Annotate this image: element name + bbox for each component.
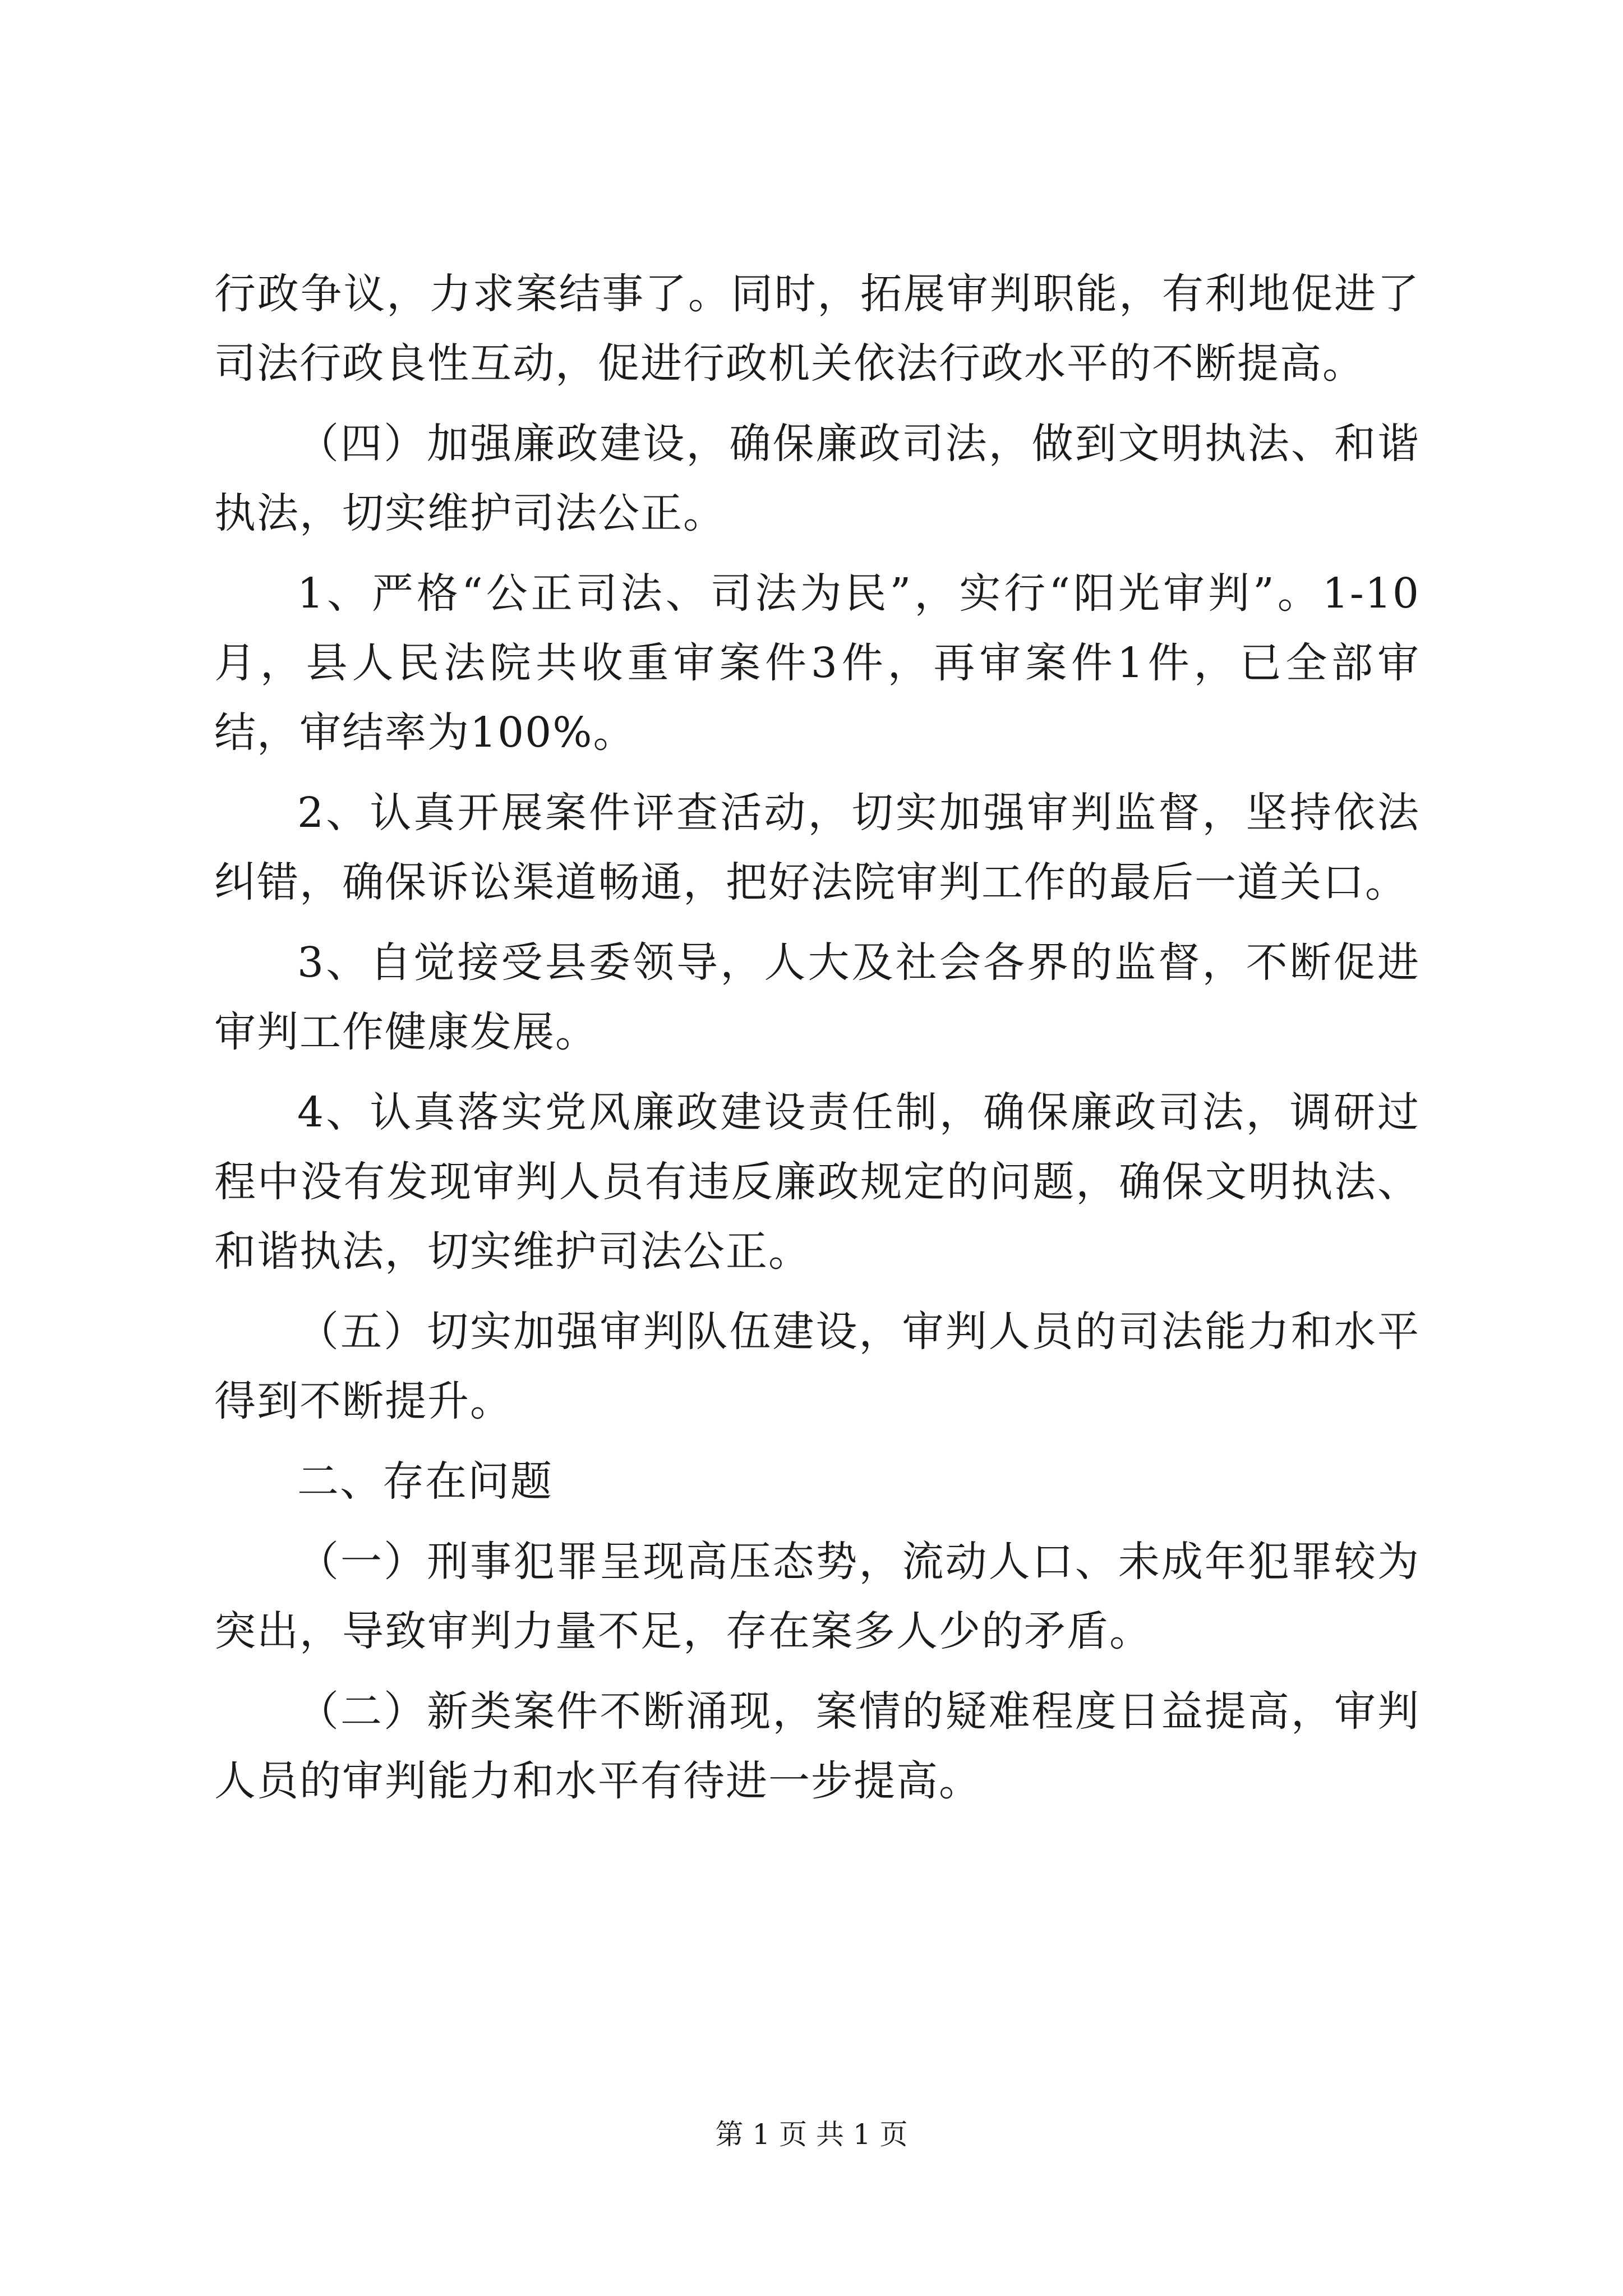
paragraph-item-3: 3、自觉接受县委领导，人大及社会各界的监督，不断促进审判工作健康发展。 (214, 938, 1420, 1056)
paragraph-section-four-heading: （四）加强廉政建设，确保廉政司法，做到文明执法、和谐执法，切实维护司法公正。 (214, 420, 1420, 537)
paragraph-section-five-heading: （五）切实加强审判队伍建设，审判人员的司法能力和水平得到不断提升。 (214, 1308, 1420, 1425)
paragraph-item-1: 1、严格“公正司法、司法为民”，实行“阳光审判”。1-10月，县人民法院共收重审案件3件，再审案件1件，已全部审结，审结率为100%。 (214, 569, 1420, 757)
document-body (214, 259, 1420, 1816)
paragraph-problem-2: （二）新类案件不断涌现，案情的疑难程度日益提高，审判人员的审判能力和水平有待进一步提高。 (214, 1687, 1420, 1805)
page-footer: 第 1 页 共 1 页 (715, 2118, 908, 2151)
paragraph-item-4: 4、认真落实党风廉政建设责任制，确保廉政司法，调研过程中没有发现审判人员有违反廉政规定的问题，确保文明执法、和谐执法，切实维护司法公正。 (214, 1088, 1420, 1276)
paragraph-continuation: 行政争议，力求案结事了。同时，拓展审判职能，有利地促进了司法行政良性互动，促进行政机关依法行政水平的不断提高。 (214, 270, 1420, 388)
paragraph-item-2: 2、认真开展案件评查活动，切实加强审判监督，坚持依法纠错，确保诉讼渠道畅通，把好法院审判工作的最后一道关口。 (214, 789, 1420, 907)
section-heading-problems: 二、存在问题 (297, 1457, 553, 1506)
paragraph-problem-1: （一）刑事犯罪呈现高压态势，流动人口、未成年犯罪较为突出，导致审判力量不足，存在案多人少的矛盾。 (214, 1538, 1420, 1655)
